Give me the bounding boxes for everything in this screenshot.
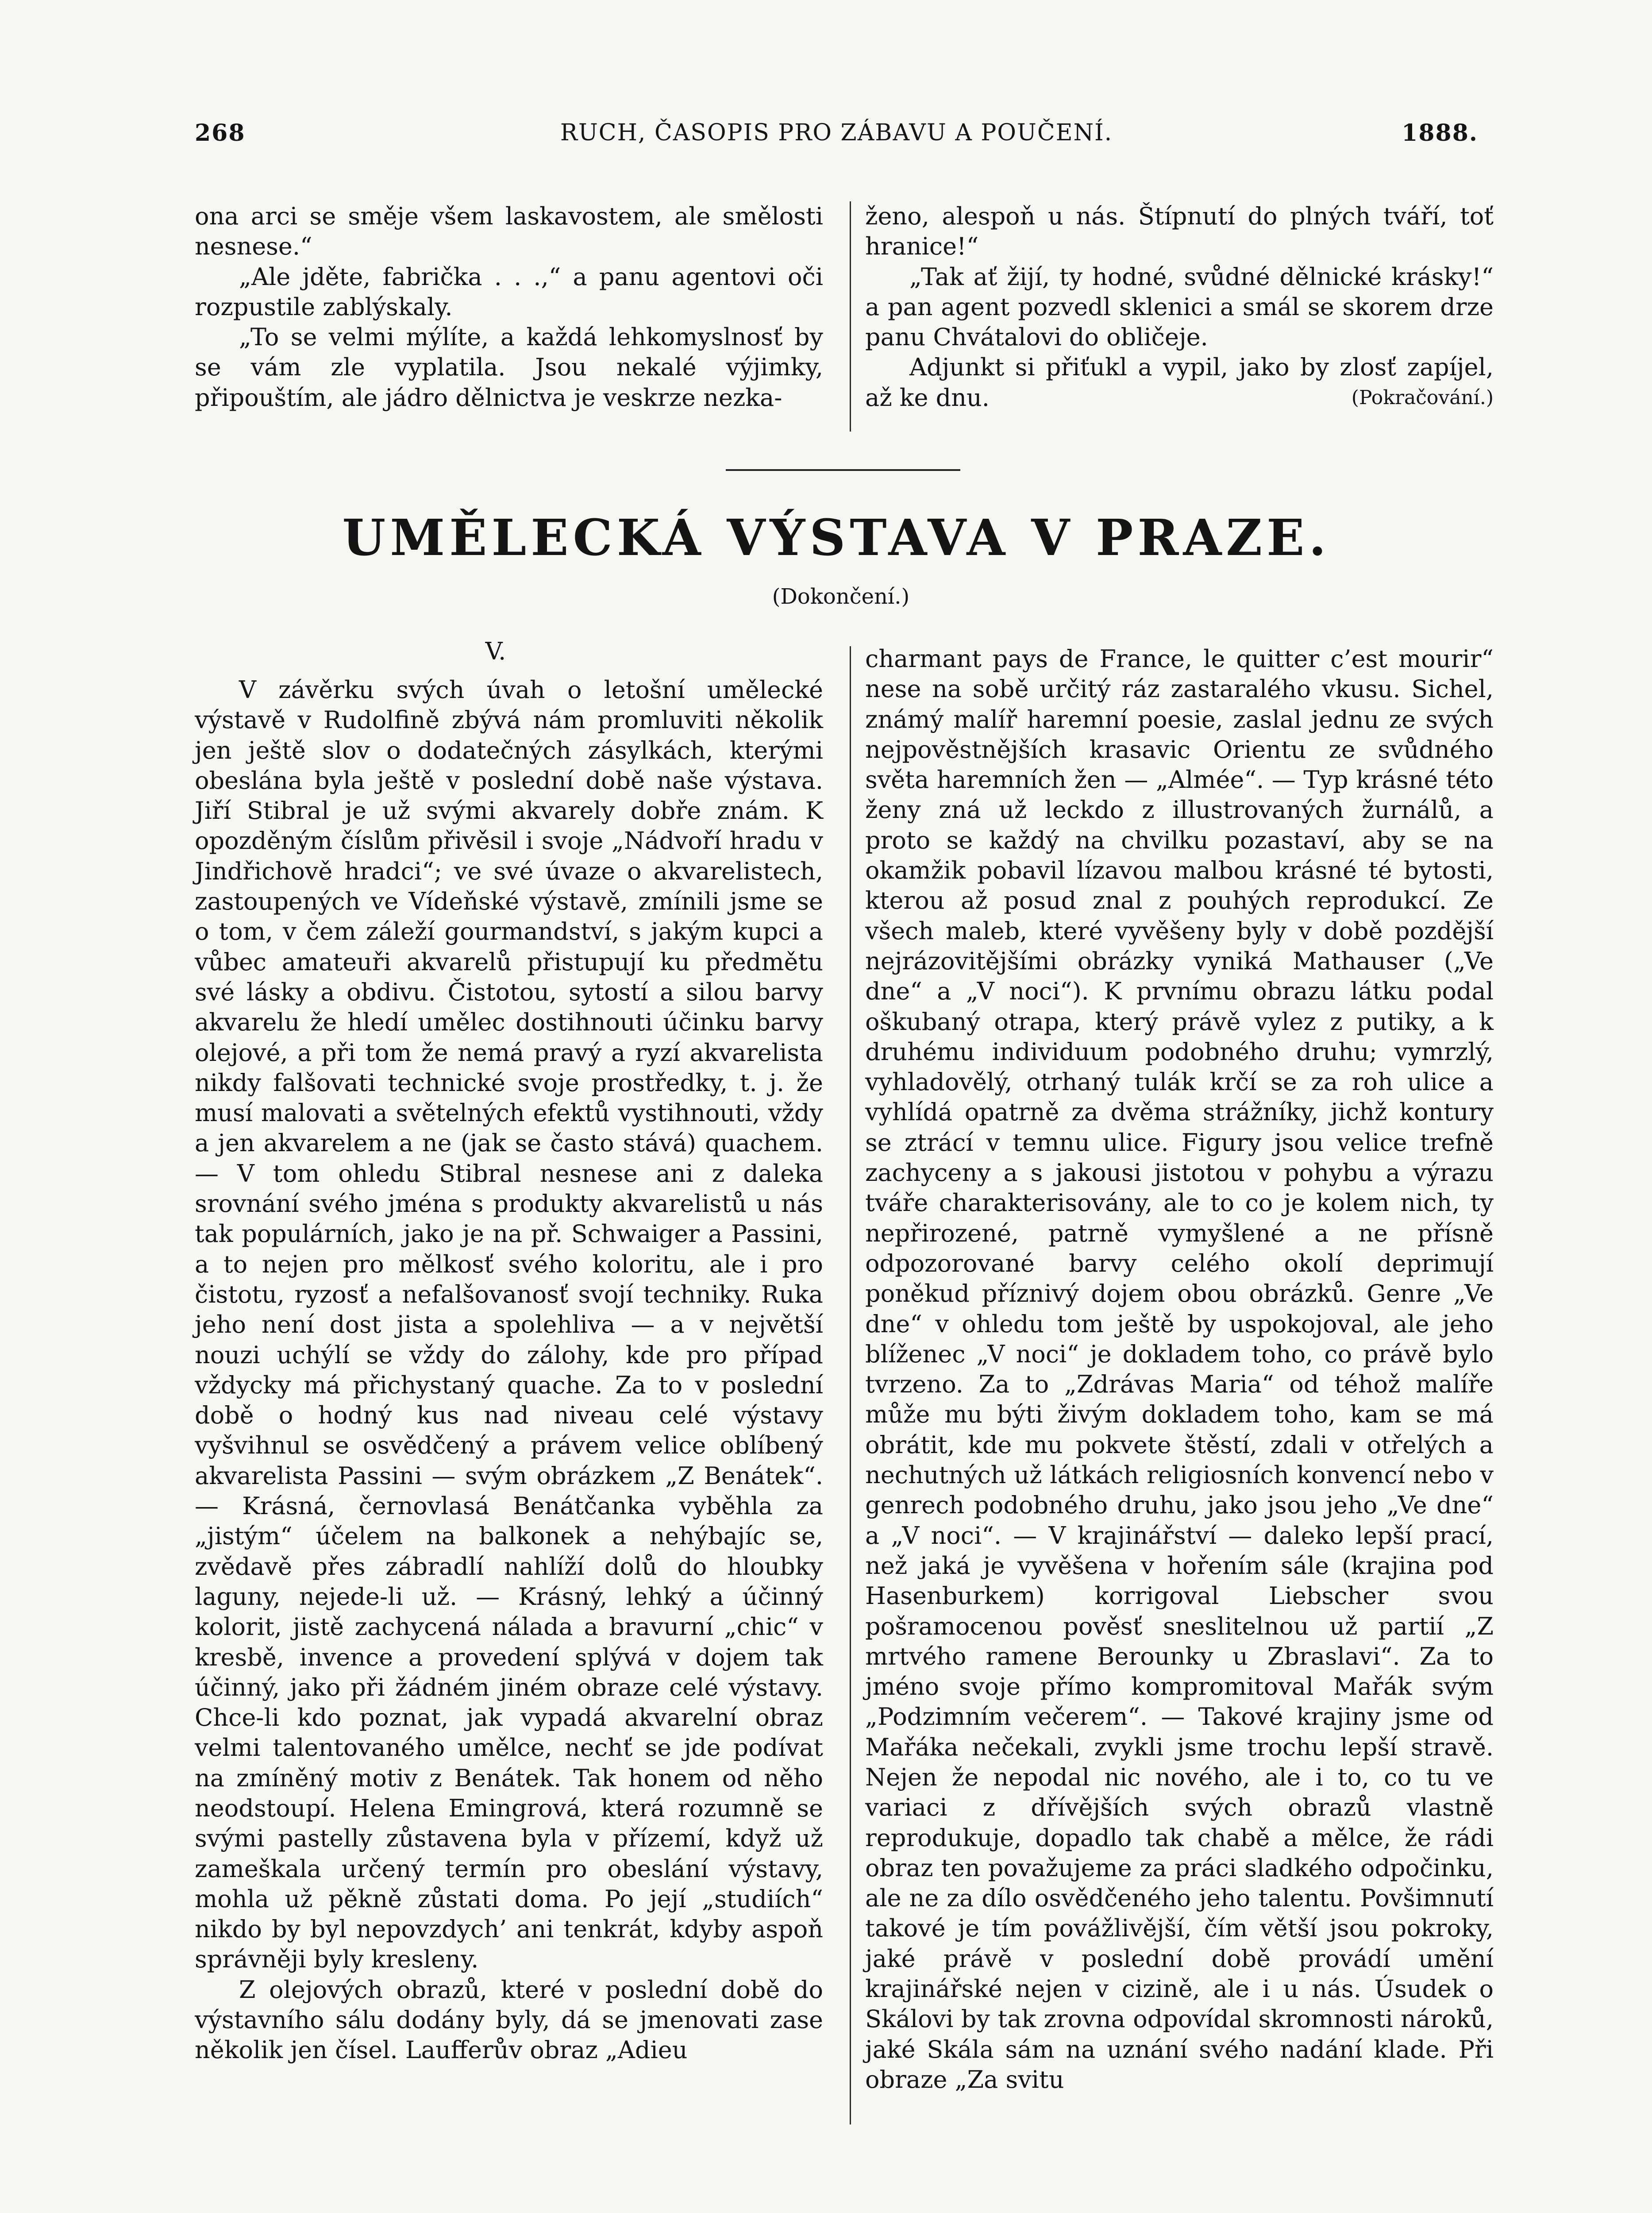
column-divider (850, 201, 851, 432)
story-paragraph (865, 352, 1494, 413)
header-year: 1888. (1402, 120, 1478, 147)
column-divider (850, 646, 851, 2124)
article-paragraph: charmant pays de France, le quitter c’est mourir“ nese na sobě určitý ráz zastaralého vkusu. Sichel, známý malíř haremní poesie, zaslal jednu ze svých nejpověstnějších krasavic Orientu ze svůdného světa haremních žen — „Almée“. — Typ krásné této ženy zná už leckdo z illustrovaných žurnálů, a proto se každý na chvilku pozastaví, aby se na okamžik pobavil lízavou malbou krásné té bytosti, kterou až posud znal z pouhých reprodukcí. Ze všech maleb, které vyvěšeny byly v době pozdější nejrázovitějšími obrázky vyniká Mathauser („Ve dne“ a „V noci“). K prvnímu obrazu látku podal oškubaný otrapa, který právě vylez z putiky, a k druhému individuum podobného druhu; vymrzlý, vyhladovělý, otrhaný tulák krčí se za roh ulice a vyhlídá opatrně za dvěma strážníky, jichž kontury se ztrácí v temnu ulice. Figury jsou velice trefně zachyceny a s jakousi jistotou v pohybu a výrazu tváře charakterisovány, ale to co je kolem nich, ty nepřirozené, patrně vymyšlené a ne přísně odpozorované barvy celého okolí deprimují poněkud příznivý dojem obou obrázků. Genre „Ve dne“ v ohledu tom ještě by uspokojoval, ale jeho blíženec „V noci“ je dokladem toho, co právě bylo tvrzeno. Za to „Zdrávas Maria“ od téhož malíře může mu býti živým dokladem toho, kam se má obrátit, kde mu pokvete štěstí, zdali v otřelých a nechutných už látkách religiosních konvencí nebo v genrech podobného druhu, jako jsou jeho „Ve dne“ a „V noci“. — V krajinářství — daleko lepší prací, než jaká je vyvěšena v hořením sále (krajina pod Hasenburkem) korrigoval Liebscher svou pošramocenou pověsť sneslitelnou už partií „Z mrtvého ramene Berounky u Zbraslavi“. Za to jméno svoje přímo kompromitoval Mařák svým „Podzimním večerem“. — Takové krajiny jsme od Mařáka nečekali, zvykli jsme trochu lepší stravě. Nejen že nepodal nic nového, ale i to, co tu ve variaci z dřívějších svých obrazů vlastně reprodukuje, dopadlo tak chabě a mělce, že rádi obraz ten považujeme za práci sladkého odpočinku, ale ne za dílo osvědčeného jeho talentu. Povšimnutí takové je tím povážlivější, čím větší jsou pokroky, jaké právě v poslední době provádí umění krajinářské nejen v cizině, ale i u nás. Úsudek o Skálovi by tak zrovna odpovídal skromnosti nároků, jaké Skála sám na uznání svého nadání klade. Při obraze „Za svitu (865, 645, 1494, 2093)
article-left-column (195, 675, 823, 2066)
article-paragraph: V závěrku svých úvah o letošní umělecké výstavě v Rudolfině zbývá nám promluviti několik jen ještě slov o dodatečných zásylkách, kterými obeslána byla ještě v poslední době naše výstava. Jiří Stibral je už svými akvarely dobře znám. K opozděným číslům přivěsil i svoje „Nádvoří hradu v Jindřichově hradci“; ve své úvaze o akvarelistech, zastoupených ve Vídeňské výstavě, zmínili jsme se o tom, v čem záleží gourmandství, s jakým kupci a vůbec amateuři akvarelů přistupují ku předmětu své lásky a obdivu. Čistotou, sytostí a silou barvy akvarelu že hledí umělec dostihnouti účinku barvy olejové, a při tom že nemá pravý a ryzí akvarelista nikdy falšovati technické svoje prostředky, t. j. že musí malovati a světelných efektů vystihnouti, vždy a jen akvarelem a ne (jak se často stává) quachem. — V tom ohledu Stibral nesnese ani z daleka srovnání svého jména s produkty akvarelistů u nás tak populárních, jako je na př. Schwaiger a Passini, a to nejen pro mělkosť svého koloritu, ale i pro čistotu, ryzosť a nefalšovanosť svojí techniky. Ruka jeho není dost jista a spolehliva — a v největší nouzi uchýlí se vždy do zálohy, kde pro případ vždycky má přichystaný quache. Za to v poslední době o hodný kus nad niveau celé výstavy vyšvihnul se osvědčený a právem velice oblíbený akvarelista Passini — svým obrázkem „Z Benátek“. — Krásná, černovlasá Benátčanka vyběhla za „jistým“ účelem na balkonek a nehýbajíc se, zvědavě přes zábradlí nahlíží dolů do hloubky laguny, nejede-li už. — Krásný, lehký a účinný kolorit, jistě zachycená nálada a bravurní „chic“ v kresbě, invence a provedení splývá v dojem tak účinný, jako při žádném jiném obraze celé výstavy. Chce-li kdo poznat, jak vypadá akvarelní obraz velmi talentovaného umělce, nechť se jde podívat na zmíněný motiv z Benátek. Tak honem od něho neodstoupí. Helena Emingrová, která rozumně se svými pastelly zůstavena byla v přízemí, když už zameškala určený termín pro obeslání výstavy, mohla už pěkně zůstati doma. Po její „studiích“ nikdo by byl nepovzdych’ ani tenkrát, kdyby aspoň správněji byly kresleny. (195, 676, 823, 1974)
story-paragraph: „To se velmi mýlíte, a každá lehkomyslnosť by se vám zle vyplatila. Jsou nekalé výjimky, připouštím, ale jádro dělnictva je veskrze nezka- (195, 323, 823, 412)
running-title: RUCH, ČASOPIS PRO ZÁBAVU A POUČENÍ. (560, 120, 1113, 146)
article-subtitle: (Dokončení.) (772, 584, 910, 609)
section-number: V. (485, 637, 506, 665)
story-paragraph: „Tak ať žijí, ty hodné, svůdné dělnické krásky!“ a pan agent pozvedl sklenici a smál se skorem drze panu Chvátalovi do obličeje. (865, 262, 1494, 351)
page-header (195, 120, 1478, 159)
article-title: UMĚLECKÁ VÝSTAVA V PRAZE. (342, 509, 1331, 567)
article-paragraph: Z olejových obrazů, které v poslední době do výstavního sálu dodány byly, dá se jmenovati zase několik jen čísel. Laufferův obraz „Adieu (195, 1975, 823, 2064)
story-paragraph: ženo, alespoň u nás. Štípnutí do plných tváří, toť hranice!“ (865, 202, 1494, 261)
page-number: 268 (195, 120, 246, 147)
story-left-column (195, 201, 823, 413)
article-right-column (865, 644, 1494, 2095)
story-paragraph: ona arci se směje všem laskavostem, ale smělosti nesnese.“ (195, 202, 823, 261)
continued-note: (Pokračování.) (1351, 386, 1494, 409)
story-right-column (865, 201, 1494, 413)
story-paragraph: „Ale jděte, fabrička . . .,“ a panu agentovi oči rozpustile zablýskaly. (195, 262, 823, 321)
story-text: Adjunkt si přiťukl a vypil, jako by zlosť zapíjel, až ke dnu. (865, 353, 1494, 412)
section-divider (726, 469, 960, 471)
